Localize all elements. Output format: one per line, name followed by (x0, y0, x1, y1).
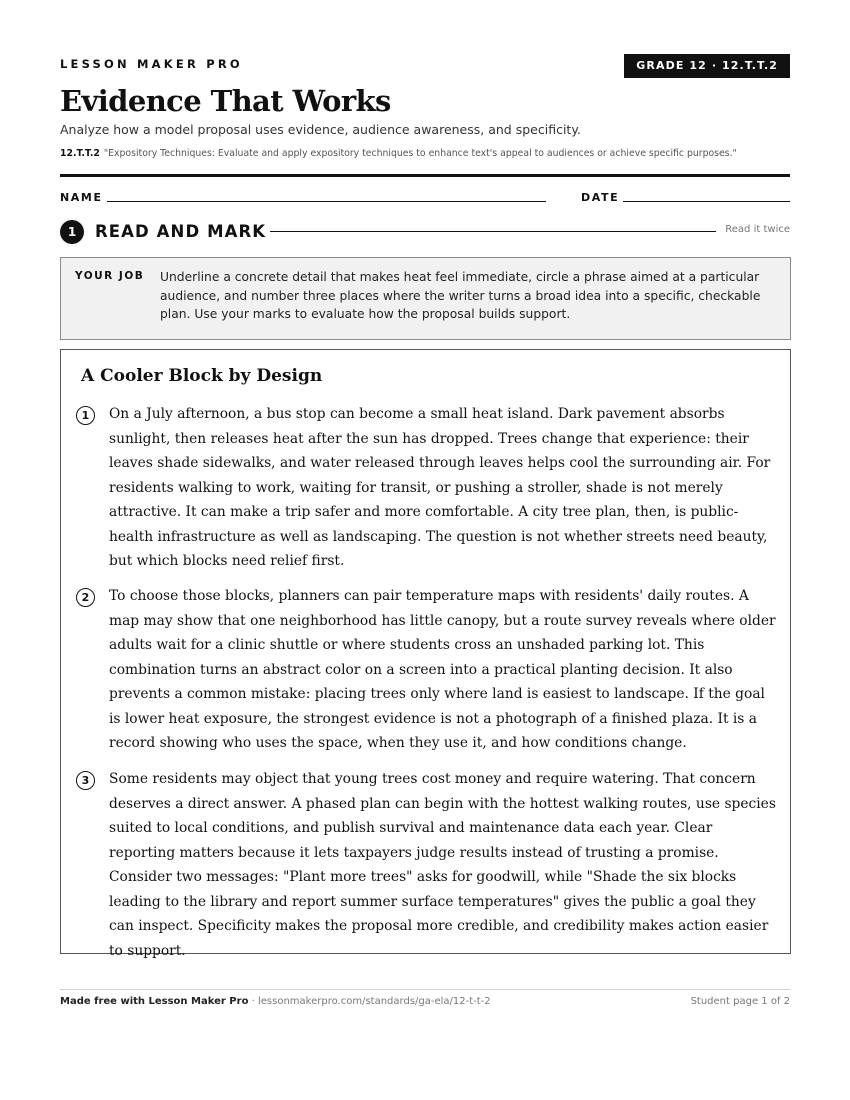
footer-url-link[interactable]: lessonmakerpro.com/standards/ga-ela/12-t-t-2 (257, 996, 491, 1007)
page-title: Evidence That Works (60, 84, 391, 118)
page-subtitle: Analyze how a model proposal uses evidence, audience awareness, and specificity. (60, 122, 581, 137)
standard-code: 12.T.T.2 (60, 148, 100, 159)
standard-text: "Expository Techniques: Evaluate and apply expository techniques to enhance text's appeal to audiences or achieve specific purposes." (103, 148, 737, 159)
passage-title: A Cooler Block by Design (81, 366, 323, 386)
paragraph-number-badge: 2 (76, 588, 95, 607)
section-number-badge: 1 (60, 220, 84, 244)
grade-badge: GRADE 12 · 12.T.T.2 (624, 54, 790, 78)
name-label: NAME (60, 191, 103, 204)
date-field[interactable] (623, 201, 790, 202)
footer-credit (60, 996, 491, 1007)
passage-box (60, 349, 791, 959)
standard-line (60, 148, 737, 159)
instructions-box (60, 257, 791, 340)
footer-page-number: Student page 1 of 2 (690, 996, 790, 1007)
section-title: READ AND MARK (95, 222, 267, 241)
paragraph-text: To choose those blocks, planners can pair temperature maps with residents' daily routes. A map may show that one neighborhood has little canopy, but a route survey reveals where older adults wait for a clinic shuttle or where students cross an unshaded parking lot. This combination turns an abstract color on a screen into a practical planting decision. It also prevents a common mistake: placing trees only where land is easiest to landscape. If the goal is lower heat exposure, the strongest evidence is not a photograph of a finished plaza. It is a record showing who uses the space, when they use it, and how conditions change. (109, 588, 776, 751)
paragraph-number-badge: 1 (76, 406, 95, 425)
section-divider (270, 231, 716, 232)
footer-divider (60, 989, 790, 990)
paragraph-text: On a July afternoon, a bus stop can become a small heat island. Dark pavement absorbs sunlight, then releases heat after the sun has dropped. Trees change that experience: their leaves shade sidewalks, and water released through leaves helps cool the surrounding air. For residents walking to work, waiting for transit, or pushing a stroller, shade is not merely attractive. It can make a trip safer and more comfortable. A city tree plan, then, is public-health infrastructure as well as landscaping. The question is not whether streets need beauty, but which blocks need relief first. (109, 406, 771, 569)
header-divider (60, 174, 790, 177)
instructions-label: YOUR JOB (75, 270, 145, 282)
date-label: DATE (581, 191, 620, 204)
footer-separator: · (248, 996, 258, 1007)
paragraph-number-badge: 3 (76, 771, 95, 790)
footer-made-with: Made free with Lesson Maker Pro (60, 996, 249, 1007)
brand-name: LESSON MAKER PRO (60, 57, 243, 71)
name-field[interactable] (107, 201, 546, 202)
instructions-text: Underline a concrete detail that makes heat feel immediate, circle a phrase aimed at a particular audience, and number three places where the writer turns a broad idea into a specific, checkable plan. Use your marks to evaluate how the proposal builds support. (160, 270, 761, 321)
paragraph-text: Some residents may object that young trees cost money and require watering. That concern deserves a direct answer. A phased plan can begin with the hottest walking routes, use species suited to local conditions, and publish survival and maintenance data each year. Clear reporting matters because it lets taxpayers judge results instead of trusting a promise. Consider two messages: "Plant more trees" asks for goodwill, while "Shade the six blocks leading to the library and report summer surface temperatures" gives the public a goal they can inspect. Specificity makes the proposal more credible, and credibility makes action easier to support. (109, 771, 776, 959)
section-note: Read it twice (725, 224, 790, 235)
